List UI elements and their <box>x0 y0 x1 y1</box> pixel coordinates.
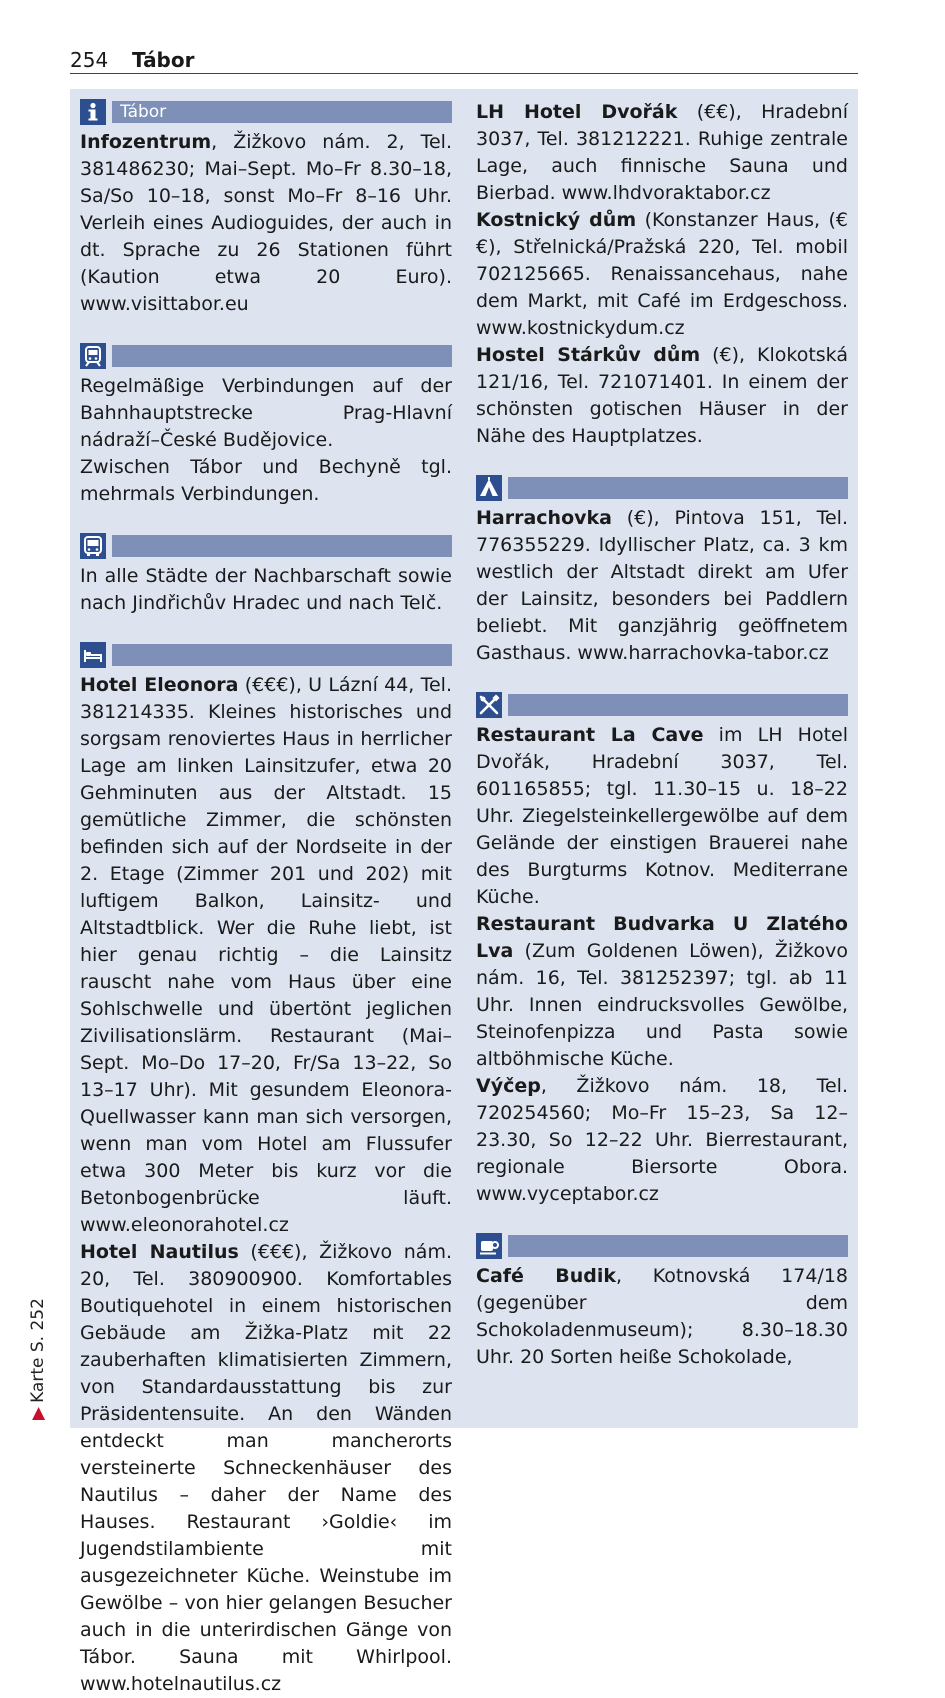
entry-text: im LH Hotel Dvořák, Hradební 3037, Tel. 601165855; tgl. 11.30–15 u. 18–22 Uhr. Ziegelsteinkellergewölbe auf dem Gelände der einstigen Brauerei nahe des Burgturms Kotnov. Mediterrane Küche. <box>476 724 848 908</box>
triangle-marker-icon: ▶ <box>28 1406 48 1420</box>
entry-train-1: Regelmäßige Verbindungen auf der Bahnhauptstrecke Prag-Hlavní nádraží–České Budějovice. <box>80 375 452 451</box>
section-header-info <box>80 99 452 125</box>
bus-icon <box>80 533 106 559</box>
entry-cafe-budik <box>476 1263 848 1371</box>
cutlery-icon <box>476 692 502 718</box>
entry-text: , Kotnovská 174/18 (gegenüber dem Schokoladenmuseum); 8.30–18.30 Uhr. 20 Sorten heiße Schokolade, <box>476 1265 848 1368</box>
entry-text: , Žižkovo nám. 2, Tel. 381486230; Mai–Sept. Mo–Fr 8.30–18, Sa/So 10–18, sonst Mo–Fr 8–16 Uhr. Verleih eines Audioguides, der auch in dt. Sprache zu 26 Stationen führt (Kaution etwa 20 Euro). www.visittabor.eu <box>80 131 452 315</box>
section-header-restaurants <box>476 692 848 718</box>
entry-name: Harrachovka <box>476 507 612 529</box>
info-panel <box>70 89 858 1695</box>
entry-name: LH Hotel Dvořák <box>476 101 678 123</box>
section-bar-restaurants <box>508 694 848 716</box>
entry-train-2: Zwischen Tábor und Bechyně tgl. mehrmals Verbindungen. <box>80 456 452 505</box>
section-header-bus <box>80 533 452 559</box>
section-bar-hotels <box>112 644 452 666</box>
entry-name: Café Budik <box>476 1265 616 1287</box>
page-header <box>70 46 858 74</box>
entry-text: (Konstanzer Haus, (€€), Střelnická/Pražská 220, Tel. mobil 702125665. Renaissancehaus, nahe dem Markt, mit Café im Erdgeschoss. www.kostnickydum.cz <box>476 209 848 339</box>
entry-text: (€), Pintova 151, Tel. 776355229. Idyllischer Platz, ca. 3 km westlich der Altstadt direkt am Ufer der Lainsitz, besonders bei Paddlern beliebt. Mit ganzjährig geöffnetem Gasthaus. www.harrachovka-tabor.cz <box>476 507 848 664</box>
entry-name: Restaurant La Cave <box>476 724 704 746</box>
entry-name: Kostnický dům <box>476 209 637 231</box>
entry-harrachovka <box>476 505 848 667</box>
entry-vycep <box>476 1073 848 1208</box>
entry-name: Hotel Eleonora <box>80 674 239 696</box>
entry-text: (€€), Hradební 3037, Tel. 381212221. Ruhige zentrale Lage, auch finnische Sauna und Bierbad. www.lhdvoraktabor.cz <box>476 101 848 204</box>
coffee-cup-icon <box>476 1233 502 1259</box>
section-bar-camping <box>508 477 848 499</box>
section-bar-cafes <box>508 1235 848 1257</box>
entry-restaurant-la-cave <box>476 722 848 911</box>
page-number: 254 <box>70 48 109 72</box>
info-icon <box>80 99 106 125</box>
section-header-hotels <box>80 642 452 668</box>
train-icon <box>80 343 106 369</box>
map-reference <box>28 1298 48 1420</box>
section-bar-train <box>112 345 452 367</box>
entry-name: Hostel Stárkův dům <box>476 344 701 366</box>
entry-lh-hotel-dvorak <box>476 99 848 207</box>
entry-name: Výčep <box>476 1075 541 1097</box>
entry-text: (€€€), U Lázní 44, Tel. 381214335. Kleines historisches und sorgsam renoviertes Haus in herrlicher Lage am linken Lainsitzufer, etwa 20 Gehminuten aus der Altstadt. 15 gemütliche Zimmer, die schönsten befinden sich auf der Nordseite in der 2. Etage (Zimmer 201 und 202) mit luftigem Balkon, Lainsitz- und Altstadtblick. Wer die Ruhe liebt, ist hier genau richtig – die Lainsitz rauscht nahe vom Haus über eine Sohlschwelle und übertönt jeglichen Zivilisationslärm. Restaurant (Mai–Sept. Mo–Do 17–20, Fr/Sa 13–22, So 13–17 Uhr). Mit gesundem Eleonora-Quellwasser kann man sich versorgen, wenn man vom Hotel am Flussufer etwa 300 Meter bis kurz vor die Betonbogenbrücke läuft. www.eleonorahotel.cz <box>80 674 452 1236</box>
left-column <box>80 99 452 1698</box>
section-header-camping <box>476 475 848 501</box>
entry-name: Restaurant Budvarka U Zlatého Lva <box>476 913 848 962</box>
section-bar-bus <box>112 535 452 557</box>
entry-text: , Žižkovo nám. 18, Tel. 720254560; Mo–Fr 15–23, Sa 12–23.30, So 12–22 Uhr. Bierrestaurant, regionale Biersorte Obora. www.vyceptabor.cz <box>476 1075 848 1205</box>
entry-text: (€€€), Žižkovo nám. 20, Tel. 380900900. Komfortables Boutiquehotel in einem historischen Gebäude am Žižka-Platz mit 22 zauberhaften klimatisierten Zimmern, von Standardausstattung bis zur Präsidentensuite. An den Wänden entdeckt man mancherorts versteinerte Schneckenhäuser des Nautilus – daher der Name des Hauses. Restaurant ›Goldie‹ im Jugendstilambiente mit ausgezeichneter Küche. Weinstube im Gewölbe – von hier gelangen Besucher auch in die unterirdischen Gänge von Tábor. Sauna mit Whirlpool. www.hotelnautilus.cz <box>80 1241 452 1695</box>
entry-text: (€), Klokotská 121/16, Tel. 721071401. In einem der schönsten gotischen Häuser in der Nähe des Hauptplatzes. <box>476 344 848 447</box>
map-reference-label: Karte S. 252 <box>28 1298 48 1403</box>
entry-bus: In alle Städte der Nachbarschaft sowie nach Jindřichův Hradec und nach Telč. <box>80 565 452 614</box>
right-column <box>476 99 848 1371</box>
entry-name: Hotel Nautilus <box>80 1241 239 1263</box>
tent-icon <box>476 475 502 501</box>
section-header-cafes <box>476 1233 848 1259</box>
entry-hotel-nautilus <box>80 1239 452 1698</box>
entry-name: Infozentrum <box>80 131 212 153</box>
entry-restaurant-budvarka <box>476 911 848 1073</box>
entry-text: (Zum Goldenen Löwen), Žižkovo nám. 16, Tel. 381252397; tgl. ab 11 Uhr. Innen eindrucksvolles Gewölbe, Steinofenpizza und Pasta sowie altböhmische Küche. <box>476 940 848 1070</box>
page-title: Tábor <box>132 48 195 72</box>
section-header-train <box>80 343 452 369</box>
entry-hotel-eleonora <box>80 672 452 1239</box>
entry-hostel-starkuv-dum <box>476 342 848 450</box>
section-bar-info: Tábor <box>112 101 452 123</box>
bed-icon <box>80 642 106 668</box>
entry-infozentrum <box>80 129 452 318</box>
entry-kostnicky-dum <box>476 207 848 342</box>
